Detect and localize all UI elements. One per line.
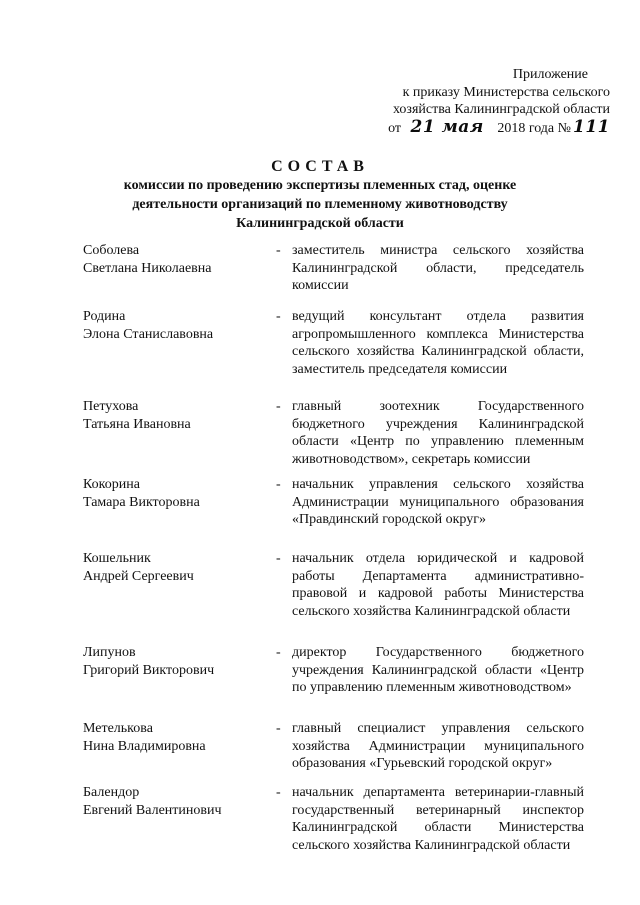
member-name [83, 308, 273, 343]
member-role: начальник управления сельского хозяйства Администрации муниципального образования «Правдинский городской округ» [292, 477, 584, 527]
member-role: ведущий консультант отдела развития агропромышленного комплекса Министерства сельского хозяйства Калининградской области, заместитель председателя комиссии [292, 309, 584, 377]
member-name [83, 644, 273, 679]
appendix-order-ref: к приказу Министерства сельского [402, 84, 610, 100]
dash-separator: - [276, 243, 281, 258]
member-given-name: Андрей Сергеевич [83, 568, 194, 584]
member-given-name: Тамара Викторовна [83, 494, 200, 510]
member-name [83, 784, 273, 819]
appendix-title: Приложение [512, 67, 588, 82]
member-role: главный зоотехник Государственного бюджетного учреждения Калининградской области «Центр по управлению племенным животноводством», секретарь комиссии [292, 399, 584, 467]
member-role: начальник отдела юридической и кадровой работы Департамента административно-правовой и кадровой работы Министерства сельского хозяйства Калининградской области [292, 551, 584, 619]
member-given-name: Евгений Валентинович [83, 802, 222, 818]
member-role: заместитель министра сельского хозяйства Калининградской области, председатель комиссии [292, 243, 584, 293]
member-surname: Кошельник [83, 551, 151, 566]
appendix-date-line [340, 116, 610, 138]
document-title: СОСТАВ [271, 158, 369, 175]
member-name [83, 242, 273, 277]
member-role: директор Государственного бюджетного учреждения Калининградской области «Центр по управлению племенным животноводством» [292, 645, 584, 695]
member-surname: Соболева [83, 243, 140, 258]
member-surname: Липунов [83, 645, 136, 660]
member-surname: Метелькова [83, 721, 153, 736]
member-given-name: Григорий Викторович [83, 662, 215, 678]
dash-separator: - [276, 399, 281, 414]
member-given-name: Светлана Николаевна [83, 260, 212, 276]
handwritten-date: 21 мая [410, 116, 484, 137]
date-prefix: от [388, 120, 402, 136]
member-role: начальник департамента ветеринарии-главный государственный ветеринарный инспектор Калининградской области Министерства сельского хозяйства Калининградской области [292, 785, 584, 853]
dash-separator: - [276, 721, 281, 736]
member-given-name: Элона Станиславовна [83, 326, 214, 342]
member-name [83, 476, 273, 511]
member-name [83, 720, 273, 755]
document-subtitle: комиссии по проведению экспертизы племенных стад, оценке деятельности организаций по племенному животноводству Калининградской области [123, 178, 517, 231]
dash-separator: - [276, 477, 281, 492]
handwritten-number: 111 [573, 116, 610, 137]
member-surname: Петухова [83, 399, 139, 414]
member-name [83, 550, 273, 585]
date-year: 2018 года № [497, 120, 571, 136]
appendix-header [340, 66, 610, 137]
member-given-name: Нина Владимировна [83, 738, 206, 754]
appendix-ministry: хозяйства Калининградской области [392, 102, 610, 117]
member-surname: Балендор [83, 785, 140, 800]
dash-separator: - [276, 645, 281, 660]
dash-separator: - [276, 785, 281, 800]
member-given-name: Татьяна Ивановна [83, 416, 191, 432]
dash-separator: - [276, 551, 281, 566]
member-surname: Родина [83, 309, 126, 324]
member-name [83, 398, 273, 433]
member-surname: Кокорина [83, 477, 140, 492]
dash-separator: - [276, 309, 281, 324]
member-role: главный специалист управления сельского хозяйства Администрации муниципального образования «Гурьевский городской округ» [292, 721, 584, 771]
